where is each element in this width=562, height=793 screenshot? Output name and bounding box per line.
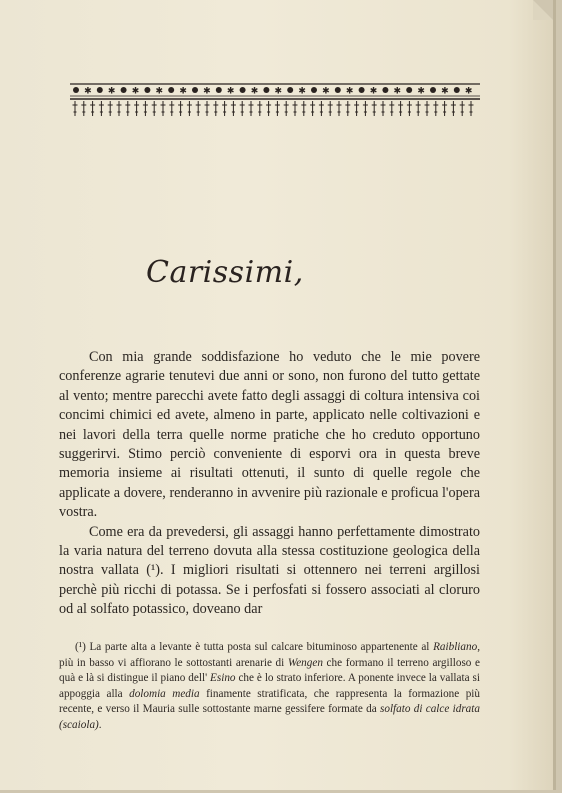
ornament-cross xyxy=(416,101,421,116)
ornament-star: ✱ xyxy=(131,86,140,97)
ornament-dot xyxy=(144,87,150,93)
ornament-dot xyxy=(73,87,79,93)
footnote-italic: Raibliano xyxy=(433,641,478,653)
ornament-star: ✱ xyxy=(84,86,92,97)
ornament-cross xyxy=(433,101,438,116)
ornament-star: ✱ xyxy=(250,86,259,97)
ornament-cross xyxy=(169,101,174,116)
ornament-dot xyxy=(382,87,388,93)
footnote-text: che formano il terreno argilloso e quà e là si distingue il piano dell' xyxy=(59,656,480,685)
ornament-dot-row xyxy=(73,87,472,97)
ornament-star: ✱ xyxy=(464,86,473,97)
footnote-text: finamente stratificata, che rappresenta la formazione più recente, e verso il Mauria sulle sottostante marne gessifere formate da xyxy=(59,687,481,716)
ornament-cross xyxy=(363,101,368,116)
ornament-cross xyxy=(319,101,324,116)
ornament-dot xyxy=(287,87,293,93)
ornament-cross xyxy=(134,101,139,116)
ornament-cross xyxy=(257,101,262,116)
ornament-star: ✱ xyxy=(298,86,306,97)
ornament-cross xyxy=(442,101,447,116)
ornament-cross xyxy=(354,101,359,116)
ornament-dot xyxy=(121,87,127,93)
footnote-italic: dolomia media xyxy=(129,687,200,700)
ornament-dot xyxy=(97,87,103,93)
ornament-cross xyxy=(451,101,456,116)
ornament-cross xyxy=(90,101,95,116)
ornament-cross xyxy=(398,101,403,116)
ornament-dot xyxy=(240,87,246,93)
ornament-dot xyxy=(430,87,436,93)
ornament-cross xyxy=(310,101,315,116)
ornament-cross xyxy=(240,101,245,116)
ornament-cross xyxy=(337,101,342,116)
ornament-cross xyxy=(152,101,157,116)
ornament-dot xyxy=(216,87,222,93)
ornament-cross xyxy=(205,101,210,116)
paragraph: Come era da prevedersi, gli assaggi hanno perfettamente dimostrato la varia natura del terreno dovuta alla stessa costituzione geologica della nostra vallata (¹). I migliori risultati si ottennero nei terreni argillosi perchè più ricchi di potassa. Se i perfosfati si fossero associati al cloruro od al solfato potassico, doveano dar xyxy=(59,523,480,618)
ornament-cross xyxy=(187,101,192,116)
ornament-dot xyxy=(168,87,174,93)
ornament-star: ✱ xyxy=(155,86,164,97)
footnote-text: che è lo strato inferiore. A ponente invece la vallata si appoggia alla xyxy=(59,672,480,700)
ornament-star: ✱ xyxy=(179,86,187,97)
footnote-italic: solfato di calce idrata (scaiola) xyxy=(59,703,480,731)
ornament-dot xyxy=(263,87,269,93)
ornament-cross xyxy=(328,101,333,116)
ornament-dot xyxy=(359,87,365,93)
ornament-cross xyxy=(99,101,104,116)
footnote-italic: Esino xyxy=(210,672,236,685)
ornament-cross xyxy=(231,101,236,116)
footnote-text: . xyxy=(98,718,102,731)
ornament-cross xyxy=(125,101,130,116)
ornament-dot xyxy=(406,87,412,93)
ornament-cross xyxy=(293,101,298,116)
ornament-cross xyxy=(372,101,377,116)
ornament-cross xyxy=(407,101,412,116)
ornament-dot xyxy=(311,87,317,93)
ornament-star: ✱ xyxy=(441,86,449,97)
ornament-star: ✱ xyxy=(393,86,402,97)
main-text xyxy=(59,348,480,620)
ornament-star: ✱ xyxy=(107,86,116,97)
ornament-cross xyxy=(117,101,122,116)
ornament-cross xyxy=(389,101,394,116)
footnote-paragraph xyxy=(59,640,480,734)
ornament-star: ✱ xyxy=(417,86,425,97)
ornament-cross xyxy=(345,101,350,116)
ornament-cross xyxy=(425,101,430,116)
ornament-star: ✱ xyxy=(203,86,211,97)
ornament-star: ✱ xyxy=(345,86,354,97)
ornament-star: ✱ xyxy=(322,86,330,97)
ornament-cross xyxy=(213,101,218,116)
ornament-cross xyxy=(161,101,166,116)
ornament-cross xyxy=(460,101,465,116)
paragraph: Con mia grande soddisfazione ho veduto che le mie povere conferenze agrarie tenutevi due anni or sono, non furono del tutto gettate al vento; mentre parecchi avete fatto degli assaggi di coltura intensiva coi concimi chimici ed avete, almeno in parte, applicato nelle coltivazioni e nei lavori della terra quelle norme pratiche che ho creduto opportuno suggerirvi. Stimo perciò conveniente di esporvi ora in questa breve memoria insieme ai risultati ottenuti, il sunto di quelle regole che applicate a dovere, renderanno in avvenire più razionale e proficua l'opera vostra. xyxy=(59,349,480,521)
ornament-cross xyxy=(143,101,148,116)
ornament-dot xyxy=(192,87,198,93)
salutation: Carissimi, xyxy=(146,255,304,290)
footnote-text: , più in basso vi affiorano le sottostanti arenarie di xyxy=(59,641,480,669)
ornament-dot xyxy=(454,87,460,93)
footnote-divider xyxy=(59,627,480,629)
ornament-cross xyxy=(284,101,289,116)
ornament-cross xyxy=(196,101,201,116)
ornament-cross xyxy=(275,101,280,116)
ornament-cross-row xyxy=(73,101,474,116)
footnote-text: La parte alta a levante è tutta posta sul calcare bituminoso appartenente al xyxy=(85,641,434,653)
ornament-cross xyxy=(301,101,306,116)
ornament-cross xyxy=(178,101,183,116)
ornament-star: ✱ xyxy=(369,86,378,97)
ornament-star: ✱ xyxy=(274,86,283,97)
ornament-cross xyxy=(469,101,474,116)
ornament-cross xyxy=(266,101,271,116)
ornament-cross xyxy=(73,101,78,116)
ornament-star: ✱ xyxy=(226,86,235,97)
page-corner-fold xyxy=(533,0,553,20)
ornament-cross xyxy=(81,101,86,116)
footnote-italic: Wengen xyxy=(287,656,323,669)
footnote xyxy=(59,640,480,734)
decorative-header-band xyxy=(70,82,480,120)
ornament-dot xyxy=(335,87,341,93)
ornament-cross xyxy=(249,101,254,116)
footnote-marker: (¹) xyxy=(75,641,86,653)
ornament-cross xyxy=(222,101,227,116)
ornament-cross xyxy=(108,101,113,116)
ornament-cross xyxy=(381,101,386,116)
